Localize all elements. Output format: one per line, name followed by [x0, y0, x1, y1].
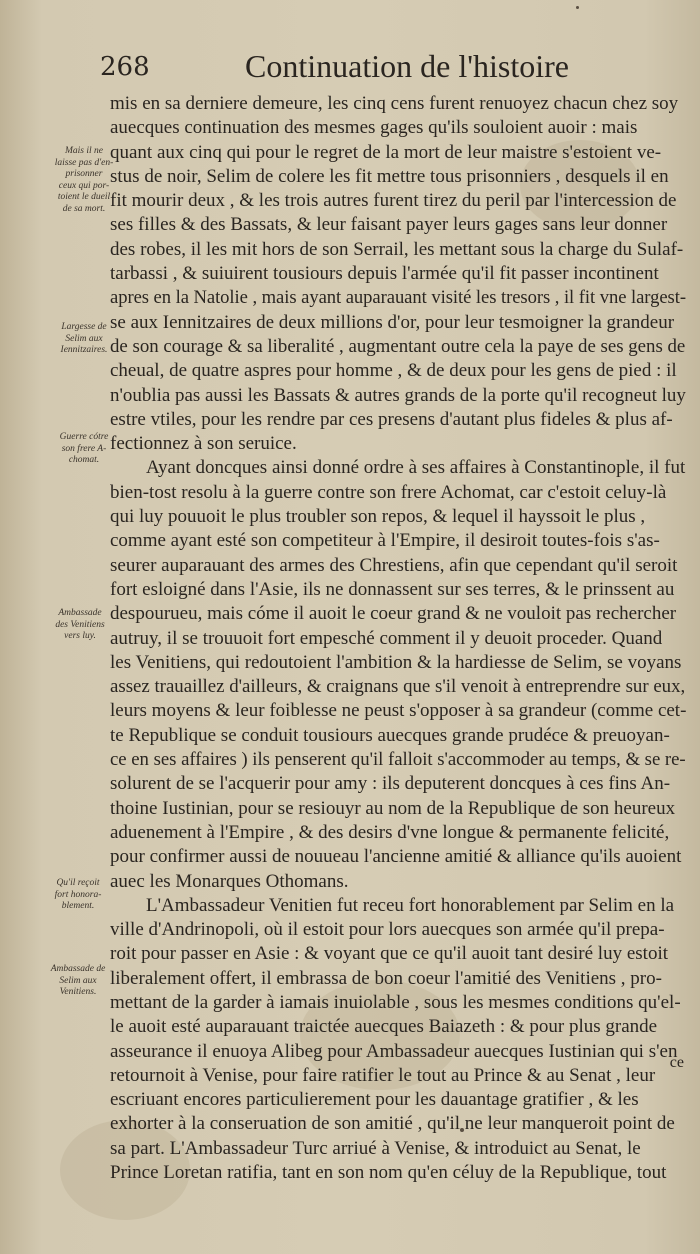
text-line: pour confirmer aussi de nouueau l'ancienne amitié & alliance qu'ils auoient [110, 846, 682, 868]
marginal-note: Mais il ne laisse pas d'en- prisonner ceux qui por- toient le dueil de sa mort. [54, 146, 114, 214]
marginal-note: Ambassade des Venitiens vers luy. [55, 608, 105, 641]
text-line: aduenement à l'Empire , & des desirs d'vne longue & permanente felicité, [110, 821, 670, 843]
text-line: assez trauaillez d'ailleurs, & craignans que s'il venoit à entreprendre sur eux, [110, 676, 686, 698]
text-line: quant aux cinq qui pour le regret de la mort de leur maistre s'estoient ve- [110, 141, 662, 163]
text-line: ce en ses affaires ) ils penserent qu'il falloit s'accommoder au temps, & se re- [110, 749, 686, 771]
marginal-note: Guerre cótre son frere A- chomat. [59, 432, 109, 465]
text-line: escriuant encores particulierement pour les dauantage gratifier , & les [110, 1089, 639, 1111]
text-line: liberalement offert, il embrassa de bon coeur l'amitié des Venitiens , pro- [110, 967, 662, 989]
marginal-notes [0, 0, 120, 1254]
text-line: despourueu, mais cóme il auoit le coeur grand & ne vouloit pas rechercher [110, 603, 677, 625]
text-line: des robes, il les mit hors de son Serrail, les mettant sous la charge du Sulaf- [110, 238, 684, 260]
text-line: de son courage & sa liberalité , augmentant outre cela la paye de ses gens de [110, 335, 686, 357]
text-line: asseurance il enuoya Alibeg pour Ambassadeur auecques Iustinian qui s'en [110, 1040, 678, 1062]
text-line: cheual, de quatre aspres pour homme , & de deux pour les gens de pied : il [110, 360, 677, 382]
text-line: le auoit esté auparauant traictée auecques Baiazeth : & pour plus grande [110, 1016, 658, 1038]
text-line: mettant de la garder à iamais inuiolable , sous les mesmes conditions qu'el- [110, 991, 681, 1013]
text-line: auecques continuation des mesmes gages qu'ils souloient auoir : mais [110, 117, 638, 139]
marginal-note: Qu'il reçoit fort honora- blement. [54, 878, 102, 911]
text-line: Ayant doncques ainsi donné ordre à ses affaires à Constantinople, il fut [146, 457, 686, 479]
text-line: exhorter à la conseruation de son amitié , qu'il ne leur manqueroit point de [110, 1113, 675, 1135]
text-line: L'Ambassadeur Venitien fut receu fort honorablement par Selim en la [146, 894, 675, 916]
page-number: 268 [100, 52, 150, 82]
text-line: mis en sa derniere demeure, les cinq cens furent renuoyez chacun chez soy [110, 93, 679, 114]
text-line: solurent de se l'acquerir pour amy : ils deputerent doncques à ces fins An- [110, 773, 671, 795]
text-line: te Republique se conduit tousiours auecques grande prudéce & preuoyan- [110, 724, 670, 746]
catchword: ce [669, 1054, 684, 1071]
text-line: se aux Iennitzaires de deux millions d'or, pour leur tesmoigner la grandeur [110, 311, 675, 333]
text-line: qui luy pouuoit le plus troubler son repos, & lequel il hayssoit le plus , [110, 506, 646, 528]
text-line: thoine Iustinian, pour se resiouyr au nom de la Republique de son heureux [110, 797, 676, 819]
text-line: retournoit à Venise, pour faire ratifier le tout au Prince & au Senat , leur [110, 1064, 656, 1086]
text-line: sa part. L'Ambassadeur Turc arriué à Venise, & introduict au Senat, le [110, 1137, 641, 1159]
text-line: leurs moyens & leur foiblesse ne peust s'opposer à sa grandeur (comme cet- [110, 700, 686, 722]
text-line: fit mourir deux , & les trois autres furent tirez du peril par l'intercession de [110, 190, 677, 212]
text-line: ville d'Andrinopoli, où il estoit pour lors auecques son armée qu'il prepa- [110, 919, 665, 941]
text-line: stus de noir, Selim de colere les fit mettre tous prisonniers , desquels il en [110, 165, 669, 187]
text-line: estre vtiles, pour les rendre par ces presens d'autant plus fideles & plus af- [110, 408, 673, 430]
text-line: apres en la Natolie , mais ayant auparauant visité les tresors , il fit vne largest- [110, 287, 686, 309]
text-line: fectionnez à son seruice. [110, 433, 297, 455]
text-line: auec les Monarques Othomans. [110, 870, 349, 892]
text-line: tarbassi , & suiuirent tousiours depuis l'armée qu'il fit passer incontinent [110, 263, 659, 285]
text-line: Prince Loretan ratifia, tant en son nom qu'en céluy de la Republique, tout [110, 1162, 667, 1184]
text-line: n'oublia pas aussi les Bassats & autres grands de la porte qu'il recogneut luy [110, 384, 686, 406]
text-line: bien-tost resolu à la guerre contre son frere Achomat, car c'estoit celuy-là [110, 481, 667, 503]
marginal-note: Ambassade de Selim aux Venitiens. [50, 964, 106, 997]
text-line: les Venitiens, qui redoutoient l'ambition & la hardiesse de Selim, se voyans [110, 651, 682, 673]
running-title: Continuation de l'histoire [245, 48, 569, 84]
page-header [100, 48, 660, 92]
text-line: roit pour passer en Asie : & voyant que ce qu'il auoit tant desiré luy estoit [110, 943, 668, 965]
marginal-note: Largesse de Selim aux Iennitzaires. [60, 322, 108, 355]
text-line: autruy, il se trouuoit fort empesché comment il y deuoit proceder. Quand [110, 627, 663, 649]
text-line: seurer auparauant des armes des Chrestiens, afin que cependant qu'il seroit [110, 554, 678, 576]
ink-speck [576, 6, 579, 9]
text-line: ses filles & des Bassats, & leur faisant payer leurs gages sans leur donner [110, 214, 668, 236]
body-text [110, 92, 686, 1185]
text-line: fort esloigné dans l'Asie, ils ne donnassent sur ses terres, & le prinssent au [110, 578, 675, 600]
text-line: comme ayant esté son competiteur à l'Empire, il desiroit toutes-fois s'as- [110, 530, 660, 552]
